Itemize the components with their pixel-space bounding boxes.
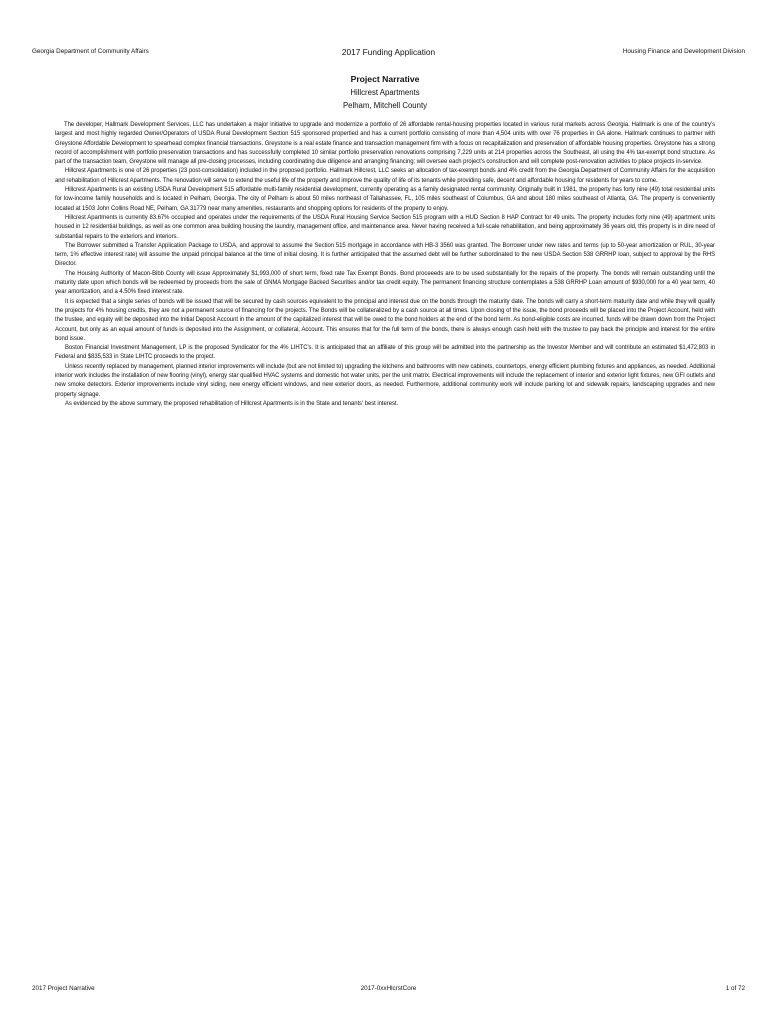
footer-section-name: 2017 Project Narrative bbox=[32, 985, 95, 992]
narrative-paragraph-syndicator: Boston Financial Investment Management, LP is the proposed Syndicator for the 4% LIHTC's. It is anticipated that an affiliate of this group will be admitted into the partnership as the Investor Member and will contribute an estimated $1,472,803 in Federal and $835,533 in State LIHTC proceeds to the project. bbox=[55, 345, 715, 361]
narrative-paragraph-summary: As evidenced by the above summary, the proposed rehabilitation of Hillcrest Apartments is in the State and tenants' best interest. bbox=[65, 400, 399, 407]
narrative-paragraph-transfer: The Borrower submitted a Transfer Application Package to USDA, and approval to assume the Section 515 mortgage in accordance with HB-3 3560 was granted. The Borrower under new rates and terms (up to 50-year amortization or RUL, 30-year term, 1% effective interest rate) will assume the unpaid principal balance at the time of initial closing. It is further anticipated that the assumed debt will be further subordinated to the new USDA Section 538 GRRHP loan, subject to approval by the RHS Director. bbox=[55, 242, 715, 268]
narrative-paragraph-bonds: The Housing Authority of Macon-Bibb County will issue Approximately $1,993,000 of short term, fixed rate Tax Exempt Bonds. Bond proceeeds are to be used substantially for the repairs of the property. The bonds will remain outstanding until the maturity date upon which bonds will be redeemed by proceeds from the sale of GNMA Mortgage Backed Securities and/or tax credit equity. The permanent financing structure contemplates a 538 GRRHP Loan amount of $930,000 for a 40 year term, 40 year amortization, and a 4.50% fixed interest rate. bbox=[55, 270, 715, 296]
page-footer bbox=[32, 985, 745, 995]
header-agency: Georgia Department of Community Affairs bbox=[32, 48, 149, 55]
footer-file-code: 2017-0xxHlcrstCore bbox=[360, 985, 417, 992]
narrative-paragraph-improvements: Unless recently replaced by management, planned interior improvements will include (but are not limited to) upgrading the kitchens and bathrooms with new cabinets, countertops, energy efficient plumbing fixtures and appliances, as needed. Additional interior work includes the installation of new flooring (vinyl), energy star qualified HVAC systems and domestic hot water units, per the unit matrix. Electrical improvements will include the replacement of interior and exterior light fixtures, new GFI outlets and new smoke detectors. Exterior improvements include vinyl siding, new energy efficient windows, and new exterior doors, as needed. Furthermore, additional community work will include parking lot and sidewalk repairs, landscaping upgrades and new property signage. bbox=[55, 363, 715, 398]
narrative-paragraph-portfolio: Hillcrest Apartments is one of 26 properties (23 post-consolidation) included in the proposed portfolio. Hallmark Hillcrest, LLC seeks an allocation of tax-exempt bonds and 4% credit from the Georgia Department of Community Affairs for the acquisition and rehabilitation of Hillcrest Apartments. The renovation will serve to extend the useful life of the property and improve the quality of life of its tenants while providing safe, decent and affordable housing for residents for years to come. bbox=[55, 168, 715, 184]
header-division: Housing Finance and Development Division bbox=[622, 48, 745, 55]
narrative-paragraph-occupancy: Hillcrest Apartments is currently 83.67% occupied and operates under the requirements of the USDA Rural Housing Service Section 515 program with a HUD Section 8 HAP Contract for 49 units. The property includes forty nine (49) apartment units housed in 12 residential buildings, as well as one common area building housing the laundry, management office, and maintenance area. Never having received a full-scale rehabilitation, and being approximately 36 years old, this property is in dire need of substantial repairs to the exteriors and interiors. bbox=[55, 214, 715, 240]
page-header bbox=[32, 47, 745, 59]
header-application-title: 2017 Funding Application bbox=[341, 47, 436, 57]
narrative-paragraph-property: Hillcrest Apartments is an existing USDA Rural Development 515 affordable multi-family residential development, currently operating as a family designated rental community. Originally built in 1981, the property has forty nine (49) total residential units for low-income family households and is located in Pelham, Georgia. The city of Pelham is about 50 miles northeast of Tallahassee, FL, 105 miles southeast of Columbus, GA and about 180 miles southeast of Atlanta, GA. The property is conveniently located at 1503 John Collins Road NE, Pelham, GA 31779 near many amenities, restaurants and shopping options for residents of the property to enjoy. bbox=[55, 187, 715, 212]
property-location: Pelham, Mitchell County bbox=[342, 101, 428, 110]
footer-page-number: 1 of 72 bbox=[725, 985, 745, 992]
narrative-paragraph-bond-structure: It is expected that a single series of bonds will be issued that will be secured by cash sources equivalent to the principal and interest due on the bonds through the maturity date. The bonds will carry a short-term maturity date and while they will qualify the projects for 4% housing credits, they are not a permanent source of financing for the projects. The Bonds will be collateralized by a cash source at all times. Upon closing of the issue, the bond proceeds will be placed into the Project Account, held with the trustee, and equity will be deposited into the Initial Deposit Account in the amount of the capitalized interest that will be owed to the bond holders at the end of the bond term. As bond-eligible costs are incurred, funds will be drawn down from the Project Account, but only as an equal amount of funds is deposited into the Assignment, or collateral, Account. This ensures that for the full term of the bonds, there is always enough cash held with the trustee to pay back the principle and interest for the entire bond issue. bbox=[55, 298, 715, 342]
title-block bbox=[0, 73, 770, 112]
narrative-body bbox=[55, 121, 715, 409]
narrative-paragraph-developer: The developer, Hallmark Development Services, LLC has undertaken a major initiative to upgrade and modernize a portfolio of 26 affordable rental-housing properties located in various rural markets across Georgia. Hallmark is one of the country's largest and most highly regarded Owner/Operators of USDA Rural Development Section 515 sponsored propertied and has a current portfolio consisting of more than 4,504 units with over 76 properties in GA alone. Hallmark continues to partner with Greystone Affordable Development to spearhead complex financial transactions. Greystone is a real estate finance and transaction management firm with a focus on recapitalization and preservation of affordable housing properties. Greystone has a strong record of accomplishment with portfolio preservation transactions and has successfully completed 10 similar portfolio preservation renovations comprising 7,229 units at 214 properties across the Southeast, all using the 4% tax-exempt bond structure. As part of the transaction team, Greystone will manage all pre-closing processes, including coordinating due diligence and arranging financing; will oversee each project's construction and will complete post-renovation activities to place projects in-service. bbox=[55, 122, 715, 166]
property-name: Hillcrest Apartments bbox=[350, 88, 420, 97]
document-title: Project Narrative bbox=[350, 74, 420, 84]
